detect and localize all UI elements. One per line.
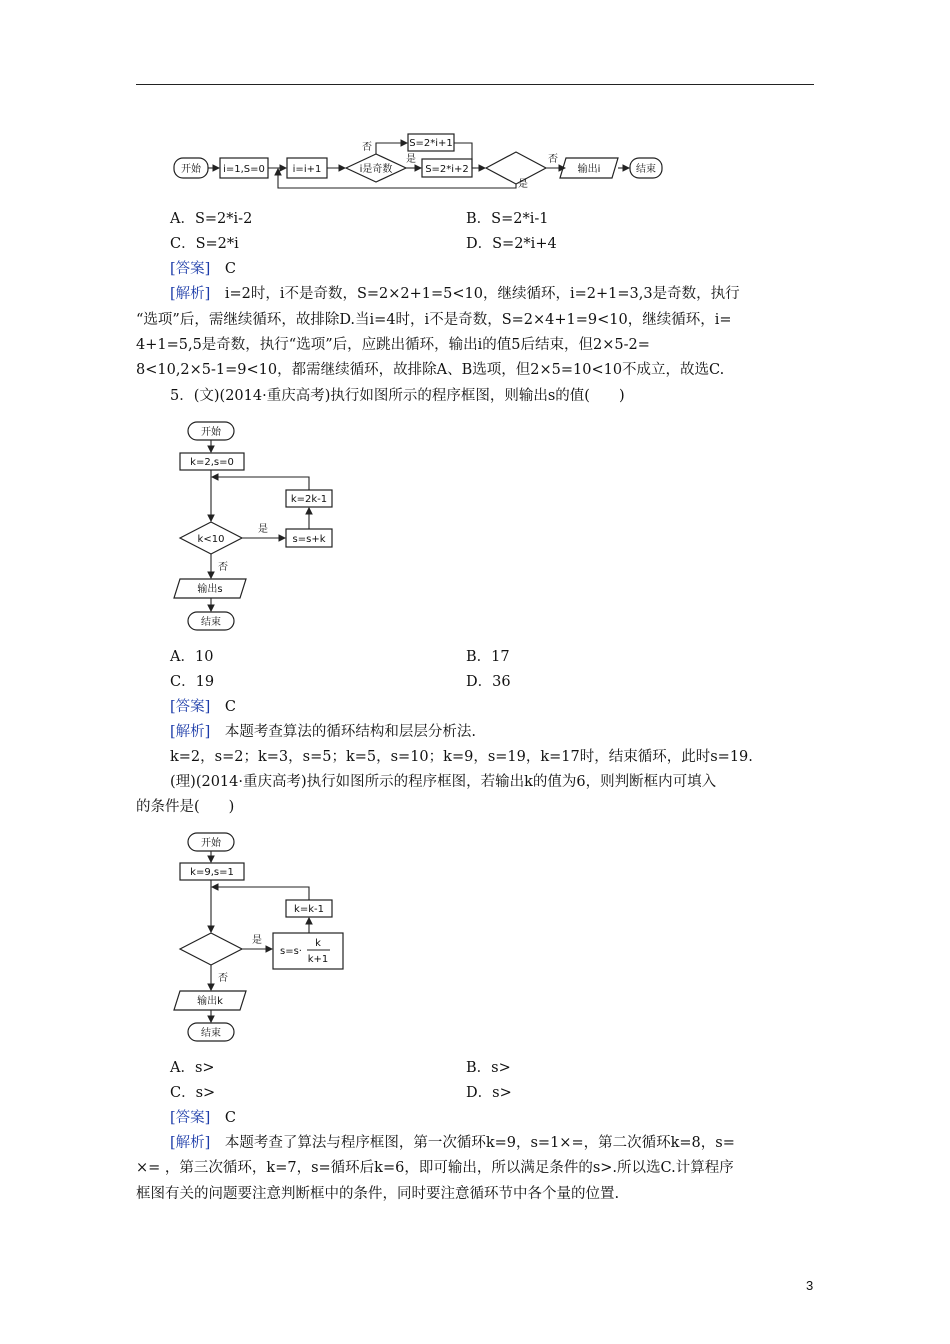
fc3-arrow-loop	[212, 887, 309, 900]
q5b-answer	[170, 1108, 236, 1128]
fc1-start-text: 开始	[181, 164, 201, 175]
q5b-analysis-tag: [解析]	[170, 1135, 211, 1151]
fc3-frac-den: k+1	[307, 954, 329, 965]
q4-analysis-line-3: 4+1=5,5是奇数，执行“选项”后，应跳出循环，输出i的值5后结束，但2×5-2=	[136, 337, 650, 353]
q5-option-b: B．17	[466, 649, 510, 665]
fc2-sum-text: s=s+k	[292, 534, 326, 545]
q5-option-c: C．19	[170, 674, 215, 690]
fc2-end-text: 结束	[201, 617, 221, 628]
q5b-option-b: B．s>	[466, 1060, 511, 1076]
q5-analysis-line-2: k=2，s=2；k=3，s=5；k=5，s=10；k=9，s=19，k=17时，结束循环，此时s=19.	[170, 749, 753, 765]
q4-option-c: C．S=2*i	[170, 236, 239, 252]
fc3-label-yes: 是	[252, 935, 262, 946]
fc1-label-yes: 是	[406, 154, 416, 165]
q5b-analysis-text-1: 本题考查了算法与程序框图，第一次循环k=9，s=1×=，第二次循环k=8，s=	[224, 1135, 735, 1151]
q5-option-a: A．10	[170, 649, 214, 665]
fc3-end-text: 结束	[201, 1028, 221, 1039]
q5b-option-d: D．s>	[466, 1085, 512, 1101]
fc1-label-no: 否	[362, 142, 372, 153]
q5b-analysis-line-1	[170, 1133, 735, 1153]
q5b-answer-tag: [答案]	[170, 1110, 211, 1126]
q4-analysis-text-1: i=2时，i不是奇数，S=2×2+1=5<10，继续循环，i=2+1=3,3是奇数，执行	[224, 286, 740, 302]
fc2-init-text: k=2,s=0	[190, 457, 234, 468]
fc1-end-text: 结束	[636, 164, 656, 175]
fc3-init-text: k=9,s=1	[190, 867, 234, 878]
q4-option-d: D．S=2*i+4	[466, 236, 557, 252]
fc1-even-text: S=2*i+2	[425, 164, 469, 175]
fc3-start-text: 开始	[201, 838, 221, 849]
q4-analysis-tag: [解析]	[170, 286, 211, 302]
q5b-answer-value: C	[224, 1110, 236, 1126]
q4-option-b: B．S=2*i-1	[466, 211, 549, 227]
q5-analysis-tag: [解析]	[170, 724, 211, 740]
q5-analysis-text-1: 本题考查算法的循环结构和层层分析法.	[224, 724, 476, 740]
fc3-frac-num: k	[315, 938, 321, 949]
fc3-label-no: 否	[218, 973, 228, 984]
q5b-analysis-line-3: 框图有关的问题要注意判断框中的条件，同时要注意循环节中各个量的位置.	[136, 1186, 620, 1202]
q4-analysis-line-4: 8<10,2×5-1=9<10，都需继续循环，故排除A、B选项，但2×5=10<10不成立，故选C.	[136, 362, 725, 378]
q4-analysis-line-2: “选项”后，需继续循环，故排除D.当i=4时，i不是奇数，S=2×4+1=9<10，继续循环，i=	[136, 312, 732, 328]
fc1-label-yes2: 是	[518, 179, 528, 190]
q5b-stem-line-2: 的条件是( )	[136, 799, 235, 815]
fc1-init-text: i=1,S=0	[223, 164, 265, 175]
q5-answer-value: C	[224, 699, 236, 715]
fc2-start-text: 开始	[201, 427, 221, 438]
fc1-odd-text: S=2*i+1	[409, 138, 453, 149]
fc1-label-no2: 否	[548, 154, 558, 165]
page-number: 3	[806, 1278, 814, 1293]
q4-option-a: A．S=2*i-2	[170, 211, 253, 227]
fc2-upd-text: k=2k-1	[290, 494, 328, 505]
fc2-label-yes: 是	[258, 524, 268, 535]
fc3-assign-left: s=s·	[280, 946, 302, 957]
q5-answer-tag: [答案]	[170, 699, 211, 715]
q5b-analysis-line-2: ×= ，第三次循环，k=7，s=循环后k=6，即可输出，所以满足条件的s>.所以选C.计算程序	[136, 1160, 734, 1176]
fc1-cond-text: i是奇数	[359, 164, 393, 175]
q4-answer-value: C	[224, 261, 236, 277]
q5b-option-a: A．s>	[170, 1060, 215, 1076]
fc3-cond-diamond	[180, 933, 242, 965]
q5b-option-c: C．s>	[170, 1085, 216, 1101]
q5-stem: 5．(文)(2014·重庆高考)执行如图所示的程序框图，则输出s的值( )	[170, 388, 625, 404]
q5b-stem-line-1: (理)(2014·重庆高考)执行如图所示的程序框图，若输出k的值为6，则判断框内可填入	[170, 774, 717, 790]
fc2-cond-text: k<10	[197, 534, 225, 545]
q4-answer-tag: [答案]	[170, 261, 211, 277]
fc2-out-text: 输出s	[197, 584, 223, 595]
fc1-out-text: 输出i	[577, 164, 601, 175]
fc3-out-text: 输出k	[197, 996, 223, 1007]
fc1-inc-text: i=i+1	[292, 164, 322, 175]
fc2-label-no: 否	[218, 562, 228, 573]
fc3-upd-text: k=k-1	[294, 904, 324, 915]
q5-option-d: D．36	[466, 674, 511, 690]
